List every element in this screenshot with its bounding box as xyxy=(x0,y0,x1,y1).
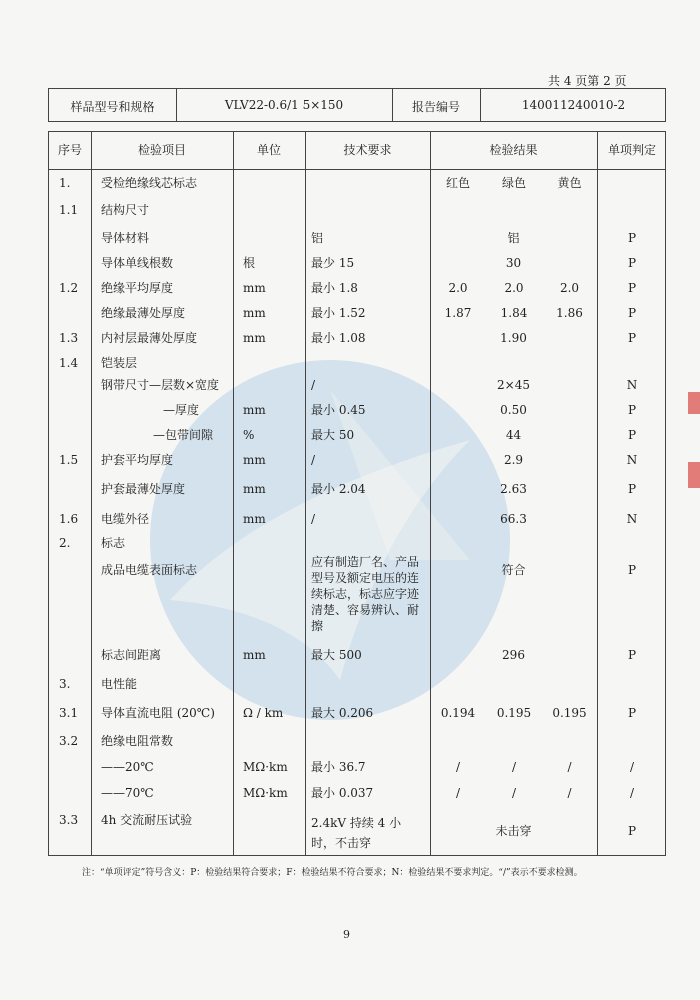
row-requirement: 应有制造厂名、产品型号及额定电压的连续标志，标志应字迹清楚、容易辨认、耐擦 xyxy=(311,555,420,633)
row-item: 绝缘平均厚度 xyxy=(101,281,174,295)
row-item: 铠装层 xyxy=(101,356,138,370)
row-item: ——20℃ xyxy=(101,760,154,774)
row-unit: mm xyxy=(243,648,266,662)
row-seq: 1.4 xyxy=(59,356,79,370)
model-label: 样品型号和规格 xyxy=(70,100,155,114)
row-seq: 3.2 xyxy=(59,734,79,748)
row-judgement: / xyxy=(629,786,635,800)
row-result: 66.3 xyxy=(500,512,527,526)
row-item: 导体材料 xyxy=(101,231,150,245)
row-item: 内衬层最薄处厚度 xyxy=(101,331,198,345)
row-result: 2.9 xyxy=(503,453,524,467)
row-judgement: N xyxy=(626,453,638,467)
row-requirement: 最小 0.037 xyxy=(311,786,374,800)
row-requirement: 最小 2.04 xyxy=(311,482,366,496)
row-judgement: N xyxy=(626,512,638,526)
row-judgement: P xyxy=(627,428,637,442)
row-judgement: P xyxy=(627,648,637,662)
row-item: 结构尺寸 xyxy=(101,203,150,217)
report-number-value: 140011240010-2 xyxy=(521,98,626,112)
row-item: 绝缘电阻常数 xyxy=(101,734,174,748)
row-seq: 3.1 xyxy=(59,706,79,720)
row-item: 护套平均厚度 xyxy=(101,453,174,467)
row-seq: 1.2 xyxy=(59,281,79,295)
row-seq: 1.3 xyxy=(59,331,79,345)
row-unit: mm xyxy=(243,281,266,295)
row-result-yellow: / xyxy=(567,760,572,774)
row-item: ——70℃ xyxy=(101,786,154,800)
row-judgement: / xyxy=(629,760,635,774)
row-result-yellow: / xyxy=(567,786,572,800)
row-result: 铝 xyxy=(507,231,520,245)
row-judgement: P xyxy=(627,482,637,496)
row-judgement: P xyxy=(627,563,637,577)
row-judgement: P xyxy=(627,256,637,270)
row-result-red: 2.0 xyxy=(448,281,468,295)
row-result: 0.50 xyxy=(500,403,527,417)
row-unit: mm xyxy=(243,512,266,526)
row-item: 绝缘最薄处厚度 xyxy=(101,306,186,320)
row-unit: mm xyxy=(243,482,266,496)
row-requirement: 最大 0.206 xyxy=(311,706,374,720)
model-value: VLV22-0.6/1 5×150 xyxy=(224,98,344,112)
row-item: —包带间隙 xyxy=(153,428,214,442)
row-requirement: / xyxy=(311,453,316,467)
row-requirement: 最少 15 xyxy=(311,256,355,270)
row-item: 标志间距离 xyxy=(101,648,162,662)
row-result-green: / xyxy=(511,786,517,800)
row-result-red: / xyxy=(455,760,461,774)
row-unit: mm xyxy=(243,306,266,320)
row-item: 导体单线根数 xyxy=(101,256,174,270)
report-header xyxy=(48,88,666,122)
row-result-green: / xyxy=(511,760,517,774)
row-judgement: P xyxy=(627,306,637,320)
row-result-yellow: 0.195 xyxy=(552,706,587,720)
row-result-red: 0.194 xyxy=(440,706,476,720)
row-result-yellow: 2.0 xyxy=(559,281,580,295)
row-result: 2×45 xyxy=(497,378,530,392)
row-item: 4h 交流耐压试验 xyxy=(101,813,193,827)
row-seq: 1.6 xyxy=(59,512,79,526)
row-item: 成品电缆表面标志 xyxy=(101,563,198,577)
row-item: 电缆外径 xyxy=(101,512,150,526)
row-seq: 1.5 xyxy=(59,453,79,467)
row-item: 护套最薄处厚度 xyxy=(101,482,186,496)
row-result-green: 0.195 xyxy=(496,706,532,720)
row-requirement: 铝 xyxy=(311,231,324,245)
row-result-red: 红色 xyxy=(445,176,470,190)
row-judgement: P xyxy=(627,824,637,838)
row-judgement: P xyxy=(627,331,637,345)
test-results-table xyxy=(48,131,666,856)
row-unit: mm xyxy=(243,403,266,417)
row-item: 导体直流电阻 (20℃) xyxy=(101,706,215,720)
stamp-mark xyxy=(688,392,700,414)
col-header-seq: 序号 xyxy=(57,143,82,157)
row-seq: 3. xyxy=(59,677,71,691)
report-number-label: 报告编号 xyxy=(411,100,460,114)
row-unit: MΩ·km xyxy=(243,786,288,800)
col-header-judgement: 单项判定 xyxy=(607,143,656,157)
footnote: 注：“单项评定”符号含义：P：检验结果符合要求；F：检验结果不符合要求；N：检验结果不要求判定。“/”表示不要求检测。 xyxy=(82,868,583,878)
row-judgement: P xyxy=(627,403,637,417)
row-result-red: / xyxy=(455,786,461,800)
row-requirement: 最大 500 xyxy=(311,648,362,662)
col-header-item: 检验项目 xyxy=(137,143,186,157)
row-item: 标志 xyxy=(101,536,126,550)
row-judgement: P xyxy=(627,706,637,720)
col-header-result: 检验结果 xyxy=(489,143,538,157)
row-judgement: N xyxy=(626,378,638,392)
col-header-requirement: 技术要求 xyxy=(343,143,392,157)
row-item: 受检绝缘线芯标志 xyxy=(101,176,198,190)
row-unit: mm xyxy=(243,331,266,345)
row-result: 符合 xyxy=(501,563,526,577)
row-result: 未击穿 xyxy=(495,824,532,838)
row-result: 30 xyxy=(505,256,522,270)
row-result: 44 xyxy=(505,428,522,442)
row-result-red: 1.87 xyxy=(444,306,472,320)
page-count: 共 4 页第 2 页 xyxy=(548,74,627,88)
row-requirement: 最小 0.45 xyxy=(311,403,366,417)
row-result: 1.90 xyxy=(500,331,527,345)
row-requirement: 最大 50 xyxy=(311,428,355,442)
row-unit: MΩ·km xyxy=(243,760,288,774)
row-unit: 根 xyxy=(243,256,256,270)
row-seq: 2. xyxy=(59,536,71,550)
row-seq: 3.3 xyxy=(59,813,79,827)
row-judgement: P xyxy=(627,231,637,245)
row-requirement: 最小 1.52 xyxy=(311,306,366,320)
row-item: 电性能 xyxy=(101,677,138,691)
row-requirement: 最小 1.8 xyxy=(311,281,358,295)
row-unit: mm xyxy=(243,453,266,467)
row-result-yellow: 黄色 xyxy=(557,176,582,190)
row-result: 2.63 xyxy=(500,482,527,496)
row-requirement: / xyxy=(311,512,316,526)
row-unit: Ω / km xyxy=(243,706,284,720)
page-number: 9 xyxy=(343,928,350,941)
row-result-green: 1.84 xyxy=(500,306,528,320)
row-item: 钢带尺寸—层数×宽度 xyxy=(101,378,220,392)
row-requirement: 最小 1.08 xyxy=(311,331,366,345)
row-seq: 1.1 xyxy=(59,203,79,217)
row-result: 296 xyxy=(502,648,525,662)
row-requirement: / xyxy=(311,378,316,392)
row-unit: % xyxy=(243,428,255,442)
stamp-mark xyxy=(688,462,700,488)
row-result-green: 绿色 xyxy=(501,176,526,190)
row-requirement: 2.4kV 持续 4 小时，不击穿 xyxy=(311,816,402,850)
row-requirement: 最小 36.7 xyxy=(311,760,366,774)
row-judgement: P xyxy=(627,281,637,295)
row-result-yellow: 1.86 xyxy=(556,306,583,320)
row-item: —厚度 xyxy=(163,403,200,417)
row-result-green: 2.0 xyxy=(504,281,524,295)
col-header-unit: 单位 xyxy=(256,143,281,157)
row-seq: 1. xyxy=(59,176,71,190)
